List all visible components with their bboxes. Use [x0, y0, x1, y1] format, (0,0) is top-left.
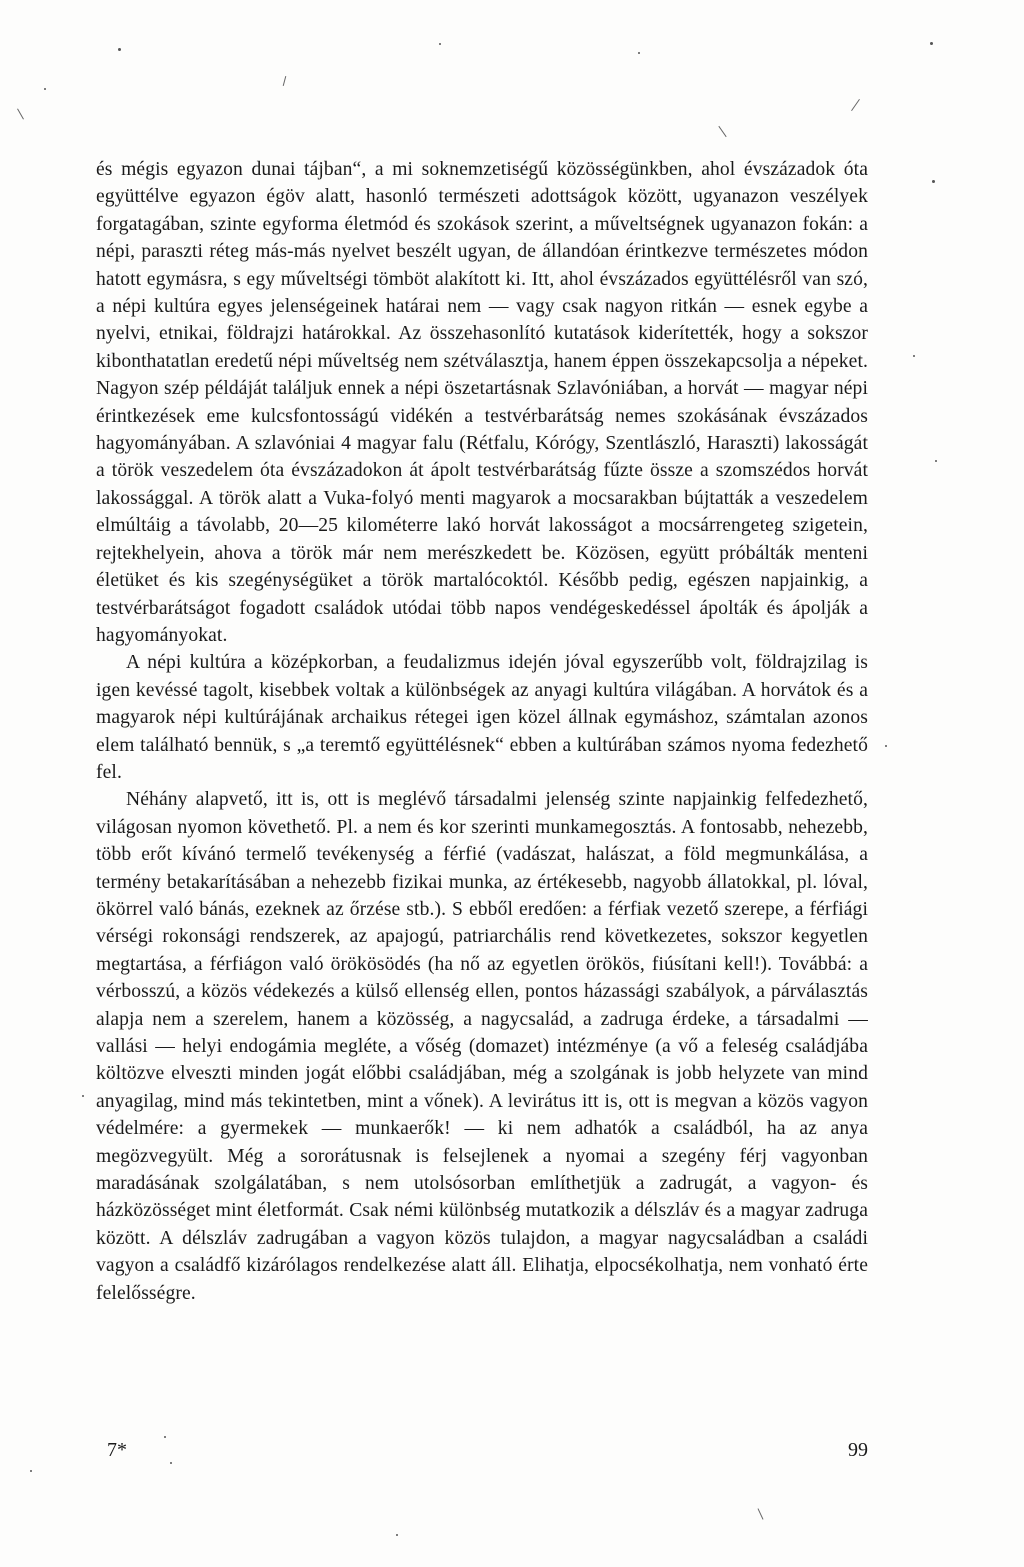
- scan-speck: [396, 1534, 398, 1536]
- scan-speck: [930, 42, 933, 45]
- scan-speck: [935, 460, 937, 462]
- page-number: 99: [848, 1439, 868, 1461]
- paragraph-2: A népi kultúra a középkorban, a feudalizmus idején jóval egyszerűbb volt, földrajzilag is igen kevéssé tagolt, kisebbek voltak a különbségek az anyagi kultúra világában. A horvátok és a magyarok népi kultúrájának archaikus rétegei igen közel állnak egymáshoz, számtalan azonos elem található bennük, s „a teremtő együttélésnek“ ebben a kultúrában számos nyoma fedezhető fel.: [96, 652, 868, 783]
- scan-mark: [758, 1508, 764, 1519]
- scan-speck: [164, 1436, 166, 1438]
- scan-mark: [283, 76, 287, 86]
- paragraph-1: és mégis egyazon dunai tájban“, a mi soknemzetiségű közösségünkben, ahol évszázadok óta együttélve egyazon égöv alatt, hasonló természeti adottságok között, ugyanazon veszélyek forgatagában, szinte egyforma életmód és szokások szerint, a műveltségnek ugyanazon fokán: a népi, paraszti réteg más-más nyelvet beszélt ugyan, de állandóan érintkezve természetes módon hatott egymásra, s egy műveltségi tömböt alakított ki. Itt, ahol évszázados együttélésről van szó, a népi kultúra egyes jelenségeinek határai nem — vagy csak nagyon ritkán — esnek egybe a nyelvi, etnikai, földrajzi határokkal. Az összehasonlító kutatások kiderítették, hogy a sokszor kibonthatatlan eredetű népi műveltség nem szétválasztja, hanem éppen összekapcsolja a népeket. Nagyon szép példáját találjuk ennek a népi öszetartásnak Szlavóniában, a horvát — magyar népi érintkezések eme kulcsfontosságú vidékén a testvérbarátság nemes szokásának évszázados hagyományában. A szlavóniai 4 magyar falu (Rétfalu, Kórógy, Szentlászló, Haraszti) lakosságát a török veszedelem óta évszázadokon át ápolt testvérbarátság fűzte össze a szomszédos horvát lakossággal. A török alatt a Vuka-folyó menti magyarok a mocsarakban bújtatták a veszedelem elmúltáig a távolabb, 20—25 kilométerre lakó horvát lakosságot a mocsárrengeteg szigetein, rejtekhelyein, ahova a török már nem merészkedett be. Közösen, együtt próbálták menteni életüket és kis szegénységüket a török martalócoktól. Később pedig, egészen napjainkig, a testvérbarátságot fogadott családok utódai több napos vendégeskedéssel ápolták és ápolják a hagyományokat.: [96, 159, 868, 646]
- scan-mark: [17, 109, 24, 120]
- signature-mark: 7*: [107, 1439, 127, 1461]
- scan-speck: [913, 355, 915, 357]
- scan-speck: [82, 1095, 84, 1097]
- scan-speck: [885, 745, 887, 747]
- scan-speck: [44, 88, 46, 90]
- body-text: [96, 156, 868, 1307]
- scan-speck: [30, 1470, 32, 1472]
- scan-speck: [439, 43, 441, 45]
- scan-speck: [638, 52, 640, 54]
- scan-mark: [851, 99, 860, 111]
- scan-mark: [718, 126, 726, 137]
- scan-speck: [170, 1462, 172, 1464]
- paragraph-3: Néhány alapvető, itt is, ott is meglévő társadalmi jelenség szinte napjainkig felfedezhető, világosan nyomon követhető. Pl. a nem és kor szerinti munkamegosztás. A fontosabb, nehezebb, több erőt kívánó termelő tevékenység a férfié (vadászat, halászat, a föld megmunkálása, a termény betakarításában a nehezebb fizikai munka, az értékesebb, nagyobb állatokkal, pl. lóval, ökörrel való bánás, ezeknek az őrzése stb.). S ebből eredően: a férfiak vezető szerepe, a férfiági vérségi rokonsági rendszerek, az apajogú, patriarchális rend következetes, sokszor kegyetlen megtartása, a férfiágon való örökösödés (ha nő az egyetlen örökös, fiúsítani kell!). Továbbá: a vérbosszú, a közös védekezés a külső ellenség ellen, pontos házassági szabályok, a párválasztás alapja nem a szerelem, hanem a közösség, a nagycsalád, a zadruga érdeke, a társadalmi — vallási — helyi endogámia megléte, a vőség (domazet) intézménye (a vő a feleség családjába költözve elveszti minden jogát előbbi családjában, még a szolgának is jobb helyzete van mind anyagilag, mind más tekintetben, mint a vőnek). A levirátus itt is, ott is megvan a közös vagyon védelmére: a gyermekek — munkaerők! — ki nem adhatók a családból, ha az anya megözvegyült. Még a sororátusnak is felsejlenek a nyomai a szegény férj vagyonban maradásának szolgálatában, s nem utolsósorban említhetjük a zadrugát, a vagyon- és házközösséget mint életformát. Csak némi különbség mutatkozik a délszláv és a magyar zadruga között. A délszláv zadrugában a vagyon közös tulajdon, a magyar nagycsaládban a családi vagyon a családfő kizárólagos rendelkezése alatt áll. Elihatja, elpocsékolhatja, nem vonható érte felelősségre.: [96, 789, 868, 1304]
- scan-speck: [118, 48, 121, 51]
- scan-speck: [932, 180, 935, 183]
